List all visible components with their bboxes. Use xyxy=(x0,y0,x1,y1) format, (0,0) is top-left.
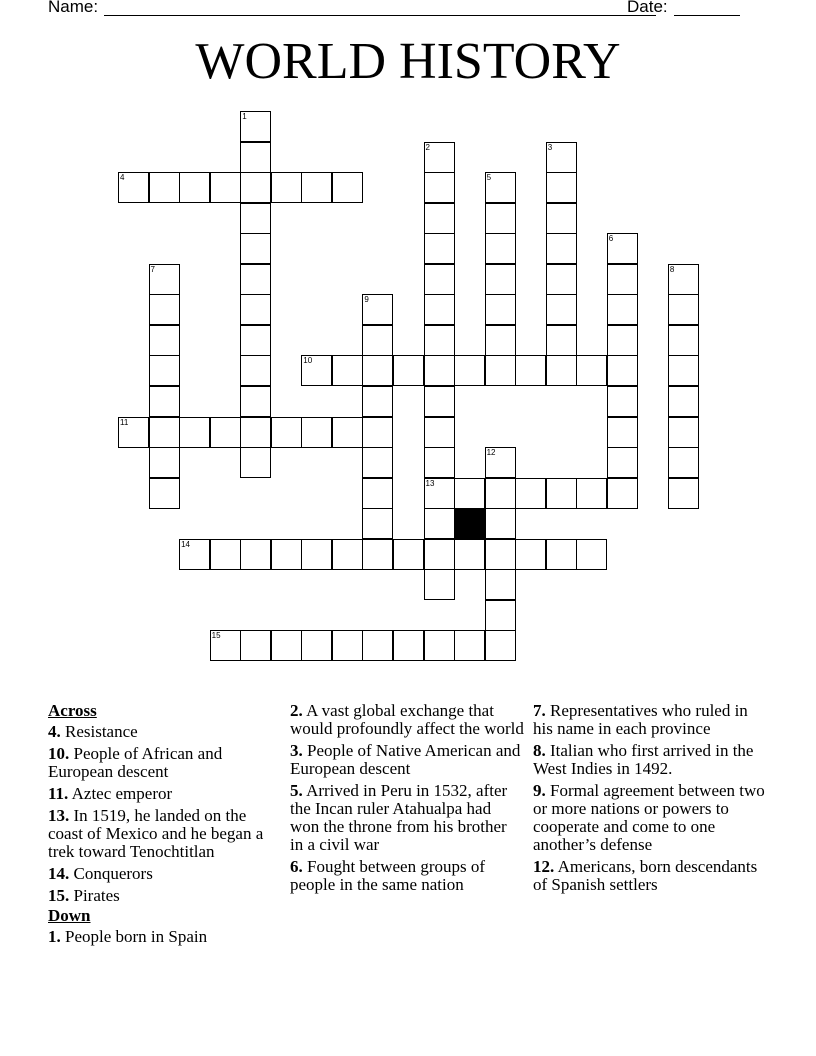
grid-cell[interactable] xyxy=(668,386,699,417)
grid-cell[interactable] xyxy=(485,508,516,539)
grid-cell[interactable] xyxy=(515,478,546,509)
grid-cell[interactable] xyxy=(240,355,271,386)
grid-cell[interactable] xyxy=(668,325,699,356)
clue-number-label: 14 xyxy=(181,539,190,549)
name-label: Name: xyxy=(48,0,99,16)
clue-down-5 xyxy=(290,782,524,854)
grid-cell[interactable] xyxy=(301,539,332,570)
grid-cell[interactable] xyxy=(424,233,455,264)
grid-cell[interactable] xyxy=(424,508,455,539)
grid-cell[interactable] xyxy=(149,172,180,203)
grid-cell[interactable] xyxy=(485,447,516,478)
grid-cell[interactable] xyxy=(607,447,638,478)
grid-cell[interactable] xyxy=(362,386,393,417)
grid-cell[interactable] xyxy=(393,539,424,570)
grid-cell[interactable] xyxy=(546,294,577,325)
clue-down-8 xyxy=(533,742,769,778)
clue-number: 1. xyxy=(48,927,61,946)
clue-number-label: 10 xyxy=(303,356,313,366)
clue-text: In 1519, he landed on the coast of Mexico and he began a trek toward Tenochtitlan xyxy=(48,806,264,861)
grid-cell[interactable] xyxy=(424,478,455,509)
grid-cell[interactable] xyxy=(485,172,516,203)
grid-cell[interactable] xyxy=(332,417,363,448)
grid-cell[interactable] xyxy=(271,630,302,661)
clue-number-label: 8 xyxy=(669,264,675,274)
grid-cell[interactable] xyxy=(240,111,271,142)
grid-cell[interactable] xyxy=(149,447,180,478)
clue-down-12 xyxy=(533,858,769,894)
grid-cell[interactable] xyxy=(149,355,180,386)
clue-number: 11. xyxy=(48,784,69,803)
clue-text: Arrived in Peru in 1532, after the Incan ruler Atahualpa had won the throne from his brother in a civil war xyxy=(290,781,508,854)
grid-cell[interactable] xyxy=(424,325,455,356)
grid-cell[interactable] xyxy=(607,294,638,325)
grid-cell[interactable] xyxy=(485,203,516,234)
grid-cell[interactable] xyxy=(485,233,516,264)
clue-number: 5. xyxy=(290,781,303,800)
clue-text: Aztec emperor xyxy=(71,784,173,803)
grid-cell[interactable] xyxy=(362,539,393,570)
clues-column-2 xyxy=(290,702,524,898)
grid-cell[interactable] xyxy=(424,417,455,448)
grid-cell[interactable] xyxy=(210,539,241,570)
down-heading: Down xyxy=(48,906,91,925)
grid-cell[interactable] xyxy=(454,478,485,509)
grid-cell[interactable] xyxy=(210,417,241,448)
clue-number-label: 12 xyxy=(486,448,496,458)
grid-cell[interactable] xyxy=(607,233,638,264)
grid-cell[interactable] xyxy=(546,142,577,173)
grid-cell[interactable] xyxy=(454,539,485,570)
clues-column-3 xyxy=(533,702,769,898)
grid-cell[interactable] xyxy=(118,172,149,203)
clue-number: 9. xyxy=(533,781,546,800)
grid-cell[interactable] xyxy=(424,355,455,386)
clue-text: Resistance xyxy=(65,722,138,741)
grid-cell[interactable] xyxy=(485,600,516,631)
grid-cell[interactable] xyxy=(576,478,607,509)
grid-cell[interactable] xyxy=(271,539,302,570)
grid-cell[interactable] xyxy=(454,355,485,386)
grid-cell[interactable] xyxy=(393,630,424,661)
grid-cell[interactable] xyxy=(546,539,577,570)
clue-number-label: 4 xyxy=(120,173,125,183)
clue-text: Formal agreement between two or more nations or powers to cooperate and come to one another’s defense xyxy=(533,781,765,854)
clue-down-7 xyxy=(533,702,769,738)
clue-number-label: 9 xyxy=(364,295,369,305)
clue-number: 15. xyxy=(48,886,70,905)
grid-cell[interactable] xyxy=(240,417,271,448)
grid-cell[interactable] xyxy=(485,539,516,570)
across-heading: Across xyxy=(48,701,97,720)
grid-cell[interactable] xyxy=(240,325,271,356)
grid-cell[interactable] xyxy=(301,172,332,203)
grid-cell[interactable] xyxy=(668,294,699,325)
date-line[interactable] xyxy=(674,15,740,16)
clue-text: A vast global exchange that would profoundly affect the world xyxy=(290,701,524,738)
clue-number: 2. xyxy=(290,701,303,720)
grid-cell[interactable] xyxy=(362,417,393,448)
grid-cell[interactable] xyxy=(362,325,393,356)
grid-cell[interactable] xyxy=(240,172,271,203)
grid-cell[interactable] xyxy=(607,264,638,295)
grid-cell[interactable] xyxy=(668,264,699,295)
clue-number: 7. xyxy=(533,701,546,720)
clue-number: 14. xyxy=(48,864,70,883)
name-date-header xyxy=(48,0,768,19)
grid-cell[interactable] xyxy=(485,478,516,509)
grid-cell[interactable] xyxy=(179,417,210,448)
grid-cell[interactable] xyxy=(332,172,363,203)
grid-cell[interactable] xyxy=(607,478,638,509)
grid-cell[interactable] xyxy=(546,355,577,386)
grid-cell[interactable] xyxy=(576,355,607,386)
grid-cell[interactable] xyxy=(546,203,577,234)
clue-number-label: 5 xyxy=(486,173,492,183)
grid-cell[interactable] xyxy=(424,539,455,570)
clue-number: 6. xyxy=(290,857,303,876)
clue-number: 3. xyxy=(290,741,303,760)
clue-number-label: 11 xyxy=(120,417,129,427)
clue-number-label: 2 xyxy=(425,142,430,152)
clue-text: Italian who first arrived in the West Indies in 1492. xyxy=(533,741,754,778)
clue-number-label: 1 xyxy=(242,112,247,121)
clue-down-9 xyxy=(533,782,769,854)
grid-cell[interactable] xyxy=(179,539,210,570)
clue-across-10 xyxy=(48,745,280,781)
grid-cell[interactable] xyxy=(424,142,455,173)
clue-across-13 xyxy=(48,807,280,861)
grid-cell[interactable] xyxy=(424,172,455,203)
grid-cell[interactable] xyxy=(271,417,302,448)
clue-across-4 xyxy=(48,723,280,741)
clue-text: People born in Spain xyxy=(65,927,208,946)
clue-text: Americans, born descendants of Spanish settlers xyxy=(533,857,758,894)
clue-number: 13. xyxy=(48,806,70,825)
grid-cell[interactable] xyxy=(607,386,638,417)
grid-cell[interactable] xyxy=(515,355,546,386)
grid-cell[interactable] xyxy=(240,386,271,417)
grid-cell[interactable] xyxy=(240,294,271,325)
grid-cell[interactable] xyxy=(485,294,516,325)
grid-cell[interactable] xyxy=(301,630,332,661)
grid-cell[interactable] xyxy=(362,478,393,509)
grid-cell[interactable] xyxy=(149,386,180,417)
grid-cell[interactable] xyxy=(240,142,271,173)
grid-cell[interactable] xyxy=(546,172,577,203)
clue-text: Conquerors xyxy=(73,864,153,883)
grid-cell[interactable] xyxy=(149,264,180,295)
grid-cell[interactable] xyxy=(668,355,699,386)
grid-cell[interactable] xyxy=(362,294,393,325)
clue-number: 10. xyxy=(48,744,70,763)
grid-cell[interactable] xyxy=(362,355,393,386)
clue-number-label: 7 xyxy=(150,264,155,274)
grid-cell[interactable] xyxy=(271,172,302,203)
clue-number: 12. xyxy=(533,857,555,876)
grid-cell[interactable] xyxy=(668,417,699,448)
clue-down-2 xyxy=(290,702,524,738)
grid-cell[interactable] xyxy=(454,630,485,661)
grid-cell[interactable] xyxy=(424,294,455,325)
clue-text: Fought between groups of people in the same nation xyxy=(290,857,486,894)
grid-cell[interactable] xyxy=(424,264,455,295)
grid-cell[interactable] xyxy=(362,630,393,661)
grid-cell[interactable] xyxy=(332,355,363,386)
clue-down-1 xyxy=(48,928,280,946)
grid-cell[interactable] xyxy=(546,325,577,356)
grid-cell[interactable] xyxy=(424,447,455,478)
grid-cell[interactable] xyxy=(485,325,516,356)
clue-across-15 xyxy=(48,887,280,905)
grid-cell[interactable] xyxy=(240,630,271,661)
grid-cell[interactable] xyxy=(240,264,271,295)
grid-cell[interactable] xyxy=(424,569,455,600)
clue-across-11 xyxy=(48,785,280,803)
grid-cell[interactable] xyxy=(546,264,577,295)
clue-number-label: 6 xyxy=(608,234,614,244)
grid-cell[interactable] xyxy=(210,172,241,203)
grid-cell[interactable] xyxy=(240,203,271,234)
grid-cell[interactable] xyxy=(424,630,455,661)
grid-cell[interactable] xyxy=(362,447,393,478)
grid-cell[interactable] xyxy=(149,325,180,356)
grid-cell[interactable] xyxy=(179,172,210,203)
grid-cell[interactable] xyxy=(332,630,363,661)
grid-cell[interactable] xyxy=(607,355,638,386)
grid-cell[interactable] xyxy=(240,539,271,570)
clue-text: People of Native American and European descent xyxy=(290,741,521,778)
grid-cell[interactable] xyxy=(607,417,638,448)
grid-cell[interactable] xyxy=(424,386,455,417)
black-square xyxy=(454,508,485,539)
clue-across-14 xyxy=(48,865,280,883)
clues-column-1 xyxy=(48,702,280,950)
clue-number-label: 3 xyxy=(547,142,553,152)
grid-cell[interactable] xyxy=(149,478,180,509)
grid-cell[interactable] xyxy=(362,508,393,539)
page-title: WORLD HISTORY xyxy=(195,33,621,90)
grid-cell[interactable] xyxy=(546,478,577,509)
clue-number: 8. xyxy=(533,741,546,760)
date-label: Date: xyxy=(627,0,668,16)
grid-cell[interactable] xyxy=(393,355,424,386)
grid-cell[interactable] xyxy=(240,233,271,264)
grid-cell[interactable] xyxy=(118,417,149,448)
clue-number-label: 13 xyxy=(425,478,435,488)
grid-cell[interactable] xyxy=(485,569,516,600)
grid-cell[interactable] xyxy=(301,417,332,448)
grid-cell[interactable] xyxy=(607,325,638,356)
grid-cell[interactable] xyxy=(668,447,699,478)
grid-cell[interactable] xyxy=(576,539,607,570)
grid-cell[interactable] xyxy=(149,417,180,448)
grid-cell[interactable] xyxy=(424,203,455,234)
clue-down-6 xyxy=(290,858,524,894)
grid-cell[interactable] xyxy=(515,539,546,570)
grid-cell[interactable] xyxy=(149,294,180,325)
clue-text: Pirates xyxy=(73,886,120,905)
grid-cell[interactable] xyxy=(332,539,363,570)
grid-cell[interactable] xyxy=(210,630,241,661)
grid-cell[interactable] xyxy=(485,355,516,386)
clue-number: 4. xyxy=(48,722,61,741)
grid-cell[interactable] xyxy=(485,264,516,295)
grid-cell[interactable] xyxy=(301,355,332,386)
clue-down-3 xyxy=(290,742,524,778)
name-line[interactable] xyxy=(104,15,656,16)
clue-number-label: 15 xyxy=(211,631,221,641)
clue-text: People of African and European descent xyxy=(48,744,223,781)
grid-cell[interactable] xyxy=(240,447,271,478)
grid-cell[interactable] xyxy=(546,233,577,264)
clue-text: Representatives who ruled in his name in each province xyxy=(533,701,748,738)
grid-cell[interactable] xyxy=(668,478,699,509)
grid-cell[interactable] xyxy=(485,630,516,661)
